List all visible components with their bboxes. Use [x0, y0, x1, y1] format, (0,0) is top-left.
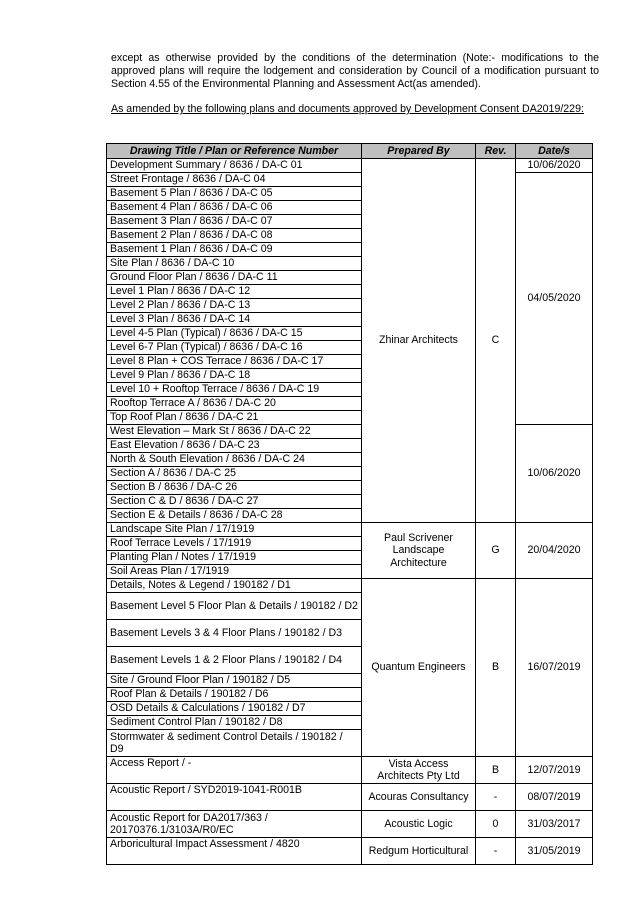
table-row — [107, 784, 593, 811]
drawing-title: Arboricultural Impact Assessment / 4820 — [107, 838, 362, 865]
drawing-title: Level 3 Plan / 8636 / DA-C 14 — [107, 313, 362, 327]
header-dates: Date/s — [516, 144, 593, 159]
drawing-title: West Elevation – Mark St / 8636 / DA-C 22 — [107, 425, 362, 439]
drawing-title: Rooftop Terrace A / 8636 / DA-C 20 — [107, 397, 362, 411]
rev-vista: B — [476, 757, 516, 784]
prepared-by-redgum: Redgum Horticultural — [362, 838, 476, 865]
table-row — [107, 838, 593, 865]
drawing-title: Stormwater & sediment Control Details / 190182 / D9 — [107, 730, 362, 757]
table-row — [107, 173, 593, 187]
drawing-title: Level 9 Plan / 8636 / DA-C 18 — [107, 369, 362, 383]
drawing-title: Level 6-7 Plan (Typical) / 8636 / DA-C 16 — [107, 341, 362, 355]
drawing-title: Roof Plan & Details / 190182 / D6 — [107, 688, 362, 702]
rev-quantum: B — [476, 579, 516, 757]
drawing-title: Acoustic Report for DA2017/363 / 20170376.1/3103A/R0/EC — [107, 811, 362, 838]
drawing-title: Basement 4 Plan / 8636 / DA-C 06 — [107, 201, 362, 215]
date-redgum: 31/05/2019 — [516, 838, 593, 865]
drawing-title: Basement 2 Plan / 8636 / DA-C 08 — [107, 229, 362, 243]
date-acoustic-logic: 31/03/2017 — [516, 811, 593, 838]
drawing-title: Section C & D / 8636 / DA-C 27 — [107, 495, 362, 509]
header-prepared-by: Prepared By — [362, 144, 476, 159]
prepared-by-quantum: Quantum Engineers — [362, 579, 476, 757]
drawing-title: Soil Areas Plan / 17/1919 — [107, 565, 362, 579]
rev-scrivener: G — [476, 523, 516, 579]
amended-heading: As amended by the following plans and documents approved by Development Consent DA2019/229: — [111, 103, 584, 115]
drawing-title: Basement Levels 1 & 2 Floor Plans / 190182 / D4 — [107, 647, 362, 674]
drawing-title: Details, Notes & Legend / 190182 / D1 — [107, 579, 362, 593]
drawing-title: Site / Ground Floor Plan / 190182 / D5 — [107, 674, 362, 688]
rev-acoustic-logic: 0 — [476, 811, 516, 838]
drawing-title: Acoustic Report / SYD2019-1041-R001B — [107, 784, 362, 811]
prepared-by-vista: Vista Access Architects Pty Ltd — [362, 757, 476, 784]
date-zhinar-c: 10/06/2020 — [516, 425, 593, 523]
drawing-title: Basement Level 5 Floor Plan & Details / 190182 / D2 — [107, 593, 362, 620]
drawing-title: OSD Details & Calculations / 190182 / D7 — [107, 702, 362, 716]
prepared-by-acoustic-logic: Acoustic Logic — [362, 811, 476, 838]
date-zhinar-a: 10/06/2020 — [516, 159, 593, 173]
prepared-by-zhinar: Zhinar Architects — [362, 159, 476, 523]
drawing-title: East Elevation / 8636 / DA-C 23 — [107, 439, 362, 453]
drawing-title: Street Frontage / 8636 / DA-C 04 — [107, 173, 362, 187]
table-header-row — [107, 144, 593, 159]
drawing-title: Basement 3 Plan / 8636 / DA-C 07 — [107, 215, 362, 229]
drawing-title: Basement 1 Plan / 8636 / DA-C 09 — [107, 243, 362, 257]
date-zhinar-b: 04/05/2020 — [516, 173, 593, 425]
drawing-title: Section E & Details / 8636 / DA-C 28 — [107, 509, 362, 523]
drawing-title: Section A / 8636 / DA-C 25 — [107, 467, 362, 481]
drawing-title: North & South Elevation / 8636 / DA-C 24 — [107, 453, 362, 467]
header-drawing-title: Drawing Title / Plan or Reference Number — [107, 144, 362, 159]
prepared-by-acouras: Acouras Consultancy — [362, 784, 476, 811]
drawing-title: Level 1 Plan / 8636 / DA-C 12 — [107, 285, 362, 299]
drawing-title: Development Summary / 8636 / DA-C 01 — [107, 159, 362, 173]
rev-acouras: - — [476, 784, 516, 811]
drawing-title: Level 10 + Rooftop Terrace / 8636 / DA-C 19 — [107, 383, 362, 397]
drawing-title: Ground Floor Plan / 8636 / DA-C 11 — [107, 271, 362, 285]
drawing-title: Access Report / - — [107, 757, 362, 784]
drawing-title: Top Roof Plan / 8636 / DA-C 21 — [107, 411, 362, 425]
date-quantum: 16/07/2019 — [516, 579, 593, 757]
table-row — [107, 159, 593, 173]
table-row — [107, 425, 593, 439]
drawing-title: Level 8 Plan + COS Terrace / 8636 / DA-C 17 — [107, 355, 362, 369]
drawing-title: Planting Plan / Notes / 17/1919 — [107, 551, 362, 565]
prepared-by-scrivener: Paul Scrivener Landscape Architecture — [362, 523, 476, 579]
table-row — [107, 523, 593, 537]
date-vista: 12/07/2019 — [516, 757, 593, 784]
header-rev: Rev. — [476, 144, 516, 159]
table-row — [107, 811, 593, 838]
date-acouras: 08/07/2019 — [516, 784, 593, 811]
rev-zhinar: C — [476, 159, 516, 523]
drawing-title: Level 2 Plan / 8636 / DA-C 13 — [107, 299, 362, 313]
drawings-table — [106, 143, 593, 865]
drawing-title: Basement Levels 3 & 4 Floor Plans / 190182 / D3 — [107, 620, 362, 647]
table-row — [107, 757, 593, 784]
intro-paragraph: except as otherwise provided by the conditions of the determination (Note:- modifications to the approved plans will require the lodgement and consideration by Council of a modification pursuant to Section 4.55 of the Environmental Planning and Assessment Act(as amended). — [111, 52, 599, 90]
date-scrivener: 20/04/2020 — [516, 523, 593, 579]
drawing-title: Landscape Site Plan / 17/1919 — [107, 523, 362, 537]
rev-redgum: - — [476, 838, 516, 865]
table-row — [107, 579, 593, 593]
drawing-title: Roof Terrace Levels / 17/1919 — [107, 537, 362, 551]
drawing-title: Site Plan / 8636 / DA-C 10 — [107, 257, 362, 271]
drawing-title: Sediment Control Plan / 190182 / D8 — [107, 716, 362, 730]
drawing-title: Basement 5 Plan / 8636 / DA-C 05 — [107, 187, 362, 201]
drawing-title: Level 4-5 Plan (Typical) / 8636 / DA-C 15 — [107, 327, 362, 341]
drawing-title: Section B / 8636 / DA-C 26 — [107, 481, 362, 495]
